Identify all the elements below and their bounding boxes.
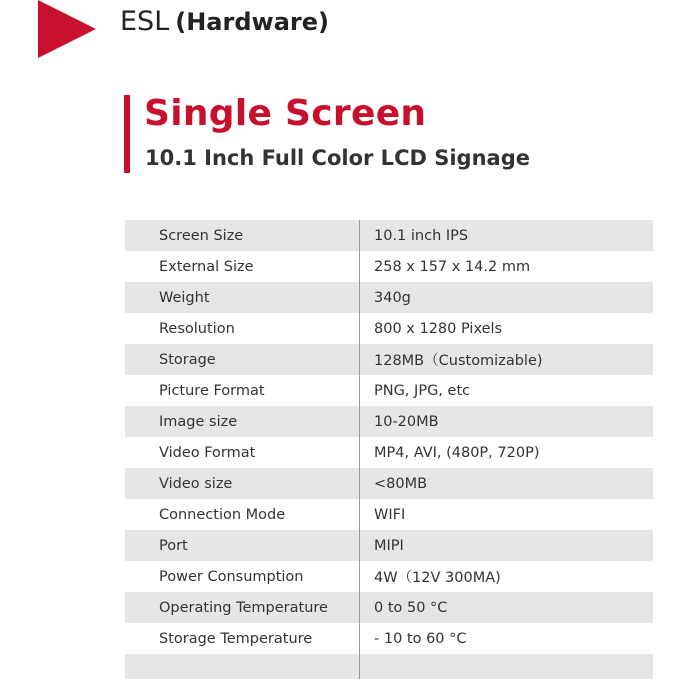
spec-label: Video Format (159, 444, 256, 461)
product-title: Single Screen (144, 93, 427, 134)
spec-value (359, 654, 653, 679)
table-row (125, 499, 653, 530)
spec-label: Operating Temperature (159, 599, 328, 616)
spec-value: 340g (359, 282, 653, 313)
spec-table (125, 220, 653, 679)
table-row (125, 468, 653, 499)
spec-value: <80MB (359, 468, 653, 499)
spec-value: 258 x 157 x 14.2 mm (359, 251, 653, 282)
table-row (125, 406, 653, 437)
table-row (125, 344, 653, 375)
table-row (125, 592, 653, 623)
page-header (120, 6, 329, 37)
spec-label: External Size (159, 258, 254, 275)
table-row (125, 654, 653, 679)
spec-label: Video size (159, 475, 233, 492)
spec-value: - 10 to 60 °C (359, 623, 653, 654)
spec-value: 10.1 inch IPS (359, 220, 653, 251)
spec-value: 10-20MB (359, 406, 653, 437)
title-accent-bar (124, 95, 130, 173)
header-arrow-icon (38, 0, 96, 58)
table-row (125, 561, 653, 592)
spec-value: MP4, AVI, (480P, 720P) (359, 437, 653, 468)
spec-value: PNG, JPG, etc (359, 375, 653, 406)
table-row (125, 375, 653, 406)
spec-value: 0 to 50 °C (359, 592, 653, 623)
spec-label: Screen Size (159, 227, 244, 244)
table-row (125, 530, 653, 561)
spec-value: 4W（12V 300MA) (359, 561, 653, 592)
spec-label: Image size (159, 413, 238, 430)
table-row (125, 313, 653, 344)
spec-label: Weight (159, 289, 210, 306)
spec-label: Storage Temperature (159, 630, 313, 647)
table-row (125, 623, 653, 654)
table-row (125, 220, 653, 251)
spec-value: WIFI (359, 499, 653, 530)
spec-value: MIPI (359, 530, 653, 561)
spec-label: Connection Mode (159, 506, 286, 523)
table-row (125, 282, 653, 313)
spec-label: Port (159, 537, 188, 554)
spec-label: Picture Format (159, 382, 265, 399)
spec-value: 128MB（Customizable) (359, 344, 653, 375)
spec-label: Storage (159, 351, 216, 368)
table-row (125, 437, 653, 468)
table-row (125, 251, 653, 282)
spec-value: 800 x 1280 Pixels (359, 313, 653, 344)
spec-label: Power Consumption (159, 568, 304, 585)
product-subtitle: 10.1 Inch Full Color LCD Signage (145, 146, 530, 170)
header-title: ESL (120, 6, 170, 37)
spec-label: Resolution (159, 320, 235, 337)
header-subtitle: (Hardware) (175, 8, 329, 36)
